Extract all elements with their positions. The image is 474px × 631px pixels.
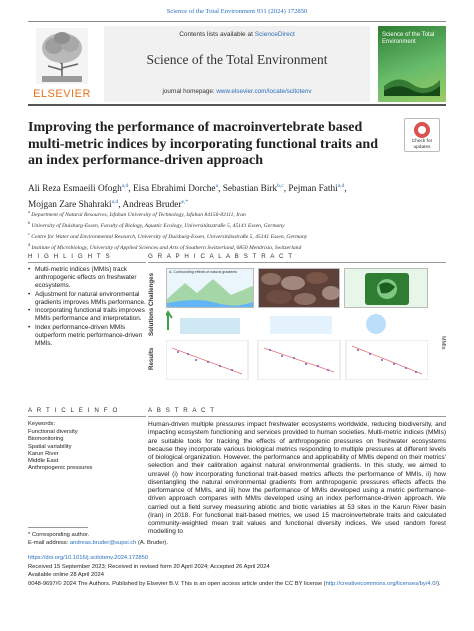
ga-solutions-row (166, 310, 428, 338)
highlights-heading: H I G H L I G H T S (28, 253, 112, 260)
check-for-updates-button[interactable] (404, 118, 440, 152)
graphical-abstract-figure[interactable] (148, 266, 446, 382)
homepage-line (104, 88, 370, 95)
author-list: Ali Reza Esmaeili Ofogh$^{a,d}$, Eisa Ebrahimi Dorche$^a$, Sebastian Birk$^{b,c}$, Pejman Fathi$^{a,d}$, Mojgan Zare Shahraki$^{a,d}$, Andreas Bruder$^{e,*}$ (28, 183, 347, 210)
ga-row-label: Challenges (148, 272, 155, 306)
affiliation-item: $^b$ University of Duisburg-Essen, Faculty of Biology, Aquatic Ecology, Universitätsstraße 5, 45141 Essen, Germany (28, 220, 285, 229)
ga-right-label: MMIs (440, 336, 446, 350)
highlight-item: • Incorporating functional traits improves MMIs performance and interpretation. (28, 307, 146, 323)
affiliation-item: $^a$ Department of Natural Resources, Isfahan University of Technology, Isfahan 84156-83111, Iran (28, 209, 246, 218)
contents-line (104, 31, 370, 38)
masthead-center (104, 26, 370, 102)
keywords-block (28, 421, 146, 472)
author[interactable]: Sebastian Birk$^{b,c}$ (222, 183, 284, 195)
graphical-abstract-heading: G R A P H I C A L A B S T R A C T (148, 253, 294, 260)
author[interactable]: Mojgan Zare Shahraki$^{a,d}$ (28, 198, 119, 210)
journal-cover-image[interactable] (378, 26, 446, 102)
ga-row-label: Solutions (148, 307, 155, 336)
globe-icon (345, 269, 428, 308)
highlight-item: • Index performance-driven MMIs outperform metric performance-driven MMIs. (28, 324, 146, 348)
author[interactable]: Andreas Bruder$^{e,*}$ (122, 198, 189, 210)
keyword: Functional diversity (28, 429, 78, 436)
article-info-heading: A R T I C L E I N F O (28, 407, 119, 414)
divider (148, 262, 446, 263)
author[interactable]: Eisa Ebrahimi Dorche$^a$ (132, 183, 219, 195)
publication-info (28, 554, 446, 588)
divider (28, 262, 146, 263)
keyword: Biomonitoring (28, 436, 64, 443)
check-for-updates-label: Check for updates (411, 139, 433, 150)
ga-row-label: Results (148, 347, 155, 371)
highlight-item: • Multi-metric indices (MMIs) track anthropogenic effects on freshwater ecosystems. (28, 266, 146, 290)
abstract-text: Human-driven multiple pressures impact freshwater ecosystems worldwide, reducing biodiversity, and impacting ecosystem functioning and services provided to human societies. Multi-metric indices (MMIs) are suitable tools for tracking the effects of anthropogenic pressures on freshwater ecosystems because they incorporate various biological metrics responding to multiple pressures at different levels of biological organization. However, the performance and applicability of MMIs depend on their metrics' selection and their calibration against natural environmental gradients. In this study, we aimed to unravel (i) how incorporating functional trait-based metrics affects the performance of MMIs, ii) how disentangling the natural environmental gradients from anthropogenic pressures effects affects the performance of MMIs, and iii) how the performance of MMIs developed using a metric performance-driven approach compares with MMIs developed using an index performance-driven approach. We carried out a field survey measuring abiotic and biotic variables at 53 sites in the Karun River basin (Iran) in 2018. For functional trait-based metrics, we used 15 macroinvertebrate traits and calculated community-weighted mean trait values and functional diversity indices. We used random forest modelling to (148, 421, 446, 536)
keyword: Spatial variability (28, 443, 72, 450)
elsevier-tree-icon (36, 28, 88, 84)
ga-panel-caption: A. Confounding effects of natural gradients (169, 270, 238, 274)
divider (148, 416, 446, 417)
corresponding-author-note (28, 531, 446, 547)
author[interactable]: Ali Reza Esmaeili Ofogh$^{a,d}$ (28, 183, 129, 195)
homepage-link[interactable]: www.elsevier.com/locate/scitotenv (216, 88, 312, 95)
affiliation-item: $^d$ Institute of Microbiology, University of Applied Sciences and Arts of Southern Switzerland, 6850 Mendrisio, Switzerland (28, 242, 302, 252)
keyword: Middle East (28, 458, 59, 465)
author[interactable]: Pejman Fathi$^{a,d}$ (288, 183, 345, 195)
elsevier-logo[interactable] (28, 26, 96, 100)
sciencedirect-link[interactable]: ScienceDirect (254, 31, 295, 38)
article-title: Improving the performance of macroinvertebrate based multi-metric indices by incorporating functional traits and an index performance-driven approach (28, 120, 378, 168)
publisher-name: ELSEVIER (33, 88, 91, 100)
journal-title[interactable]: Science of the Total Environment (146, 52, 328, 67)
received-dates: Received 15 September 2023; Received in revised form 20 April 2024; Accepted 26 April 2024 (28, 563, 270, 570)
cover-art-icon (384, 66, 440, 96)
affiliations (28, 208, 446, 252)
divider (28, 416, 146, 417)
journal-citation-header[interactable]: Science of the Total Environment 931 (2024) 172850 (166, 8, 308, 15)
ga-panel-gradients (166, 268, 254, 308)
footnote-divider (28, 527, 88, 528)
contents-prefix: Contents lists available at (179, 31, 255, 38)
keyword: Karun River (28, 450, 59, 457)
doi-link[interactable]: https://doi.org/10.1016/j.scitotenv.2024.172850 (28, 555, 149, 561)
crossmark-icon (414, 122, 430, 138)
keyword: Anthropogenic pressures (28, 465, 93, 472)
ga-panel-globe (344, 268, 428, 308)
cover-title: Science of the Total Environment (382, 32, 435, 45)
ga-panel-stones (258, 268, 340, 308)
license-link[interactable]: http://creativecommons.org/licenses/by/4.0/ (325, 580, 438, 587)
landscape-icon (167, 269, 254, 308)
keywords-label: Keywords: (28, 421, 56, 427)
homepage-prefix: journal homepage: (162, 88, 217, 95)
email-line: E-mail address: andreas.bruder@supsi.ch (A. Bruder). (28, 540, 168, 546)
journal-masthead (28, 21, 446, 106)
email-link[interactable]: andreas.bruder@supsi.ch (69, 540, 137, 546)
online-date: Available online 28 April 2024 (28, 572, 104, 579)
highlight-item: • Adjustment for natural environmental gradients improves MMIs performance. (28, 291, 146, 307)
affiliation-item: $^c$ Centre for Water and Environmental Research, University of Duisburg-Essen, Universitätsstraße 5, 45141 Essen, Germany (28, 231, 308, 240)
stream-bed-icon (259, 269, 340, 308)
license-line: 0048-9697/© 2024 The Authors. Published by Elsevier B.V. This is an open access article under the CC BY license (http://creativecommons.org/licenses/by/4.0/). (28, 580, 441, 587)
ga-results-scatterplots (166, 340, 428, 380)
corresponding-label: * Corresponding author. (28, 532, 90, 538)
highlights-list (28, 266, 146, 348)
abstract-heading: A B S T R A C T (148, 407, 216, 414)
